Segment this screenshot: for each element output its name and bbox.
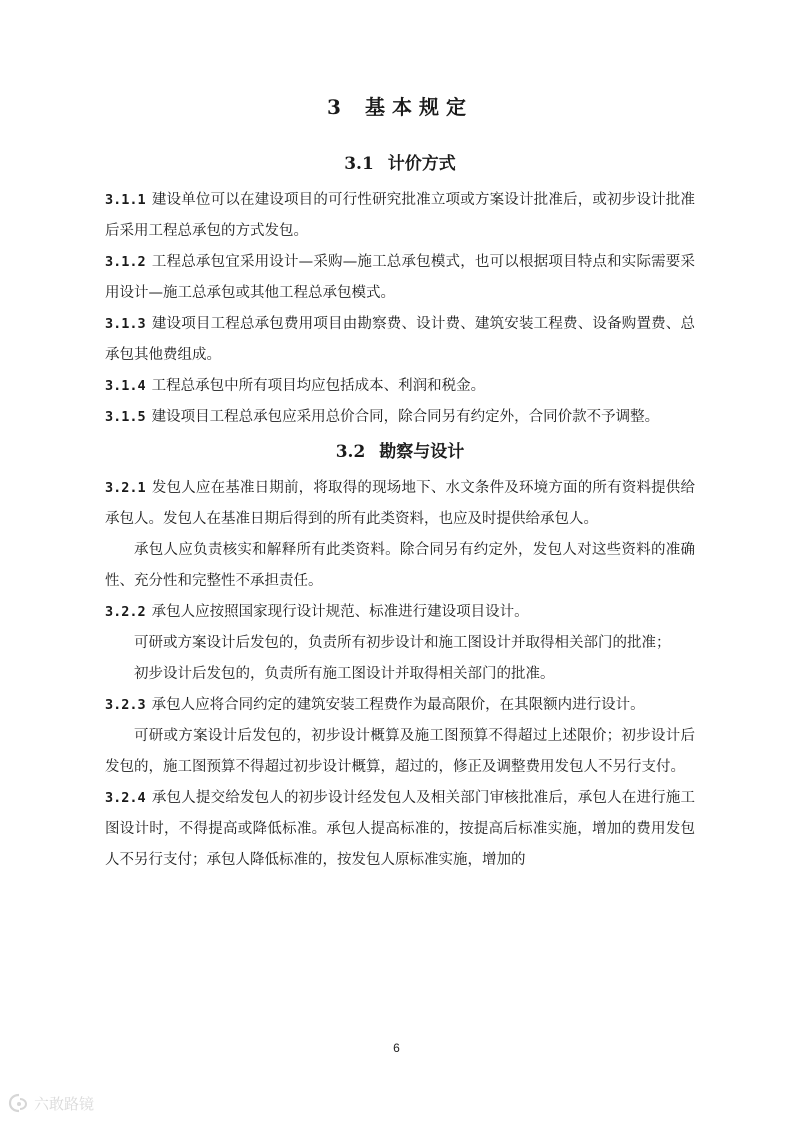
clause-paragraph [105,309,695,371]
clause-number: 3.2.2 [105,604,146,620]
clause-text: 承包人应负责核实和解释所有此类资料。除合同另有约定外，发包人对这些资料的准确性、充分性和完整性不承担责任。 [105,542,695,589]
clause-number: 3.1.4 [105,378,146,394]
clause-text: 可研或方案设计后发包的，负责所有初步设计和施工图设计并取得相关部门的批准； [134,635,671,651]
clause-paragraph [105,402,695,433]
clause-text: 建设项目工程总承包费用项目由勘察费、设计费、建筑安装工程费、设备购置费、总承包其他费组成。 [105,316,695,363]
chapter-heading [105,92,695,122]
clause-paragraph [105,721,695,783]
section-3-1 [105,151,695,433]
clause-paragraph [105,185,695,247]
clause-paragraph [105,659,695,690]
page-content [105,92,695,876]
section-number: 3.2 [335,442,366,462]
clause-text: 承包人应按照国家现行设计规范、标准进行建设项目设计。 [151,604,529,620]
clause-text: 初步设计后发包的，负责所有施工图设计并取得相关部门的批准。 [134,666,555,682]
clause-paragraph [105,473,695,535]
clause-number: 3.1.3 [105,316,146,332]
clause-text: 发包人应在基准日期前，将取得的现场地下、水文条件及环境方面的所有资料提供给承包人。发包人在基准日期后得到的所有此类资料，也应及时提供给承包人。 [105,480,695,527]
clause-number: 3.2.1 [105,480,146,496]
clause-text: 建设项目工程总承包应采用总价合同，除合同另有约定外，合同价款不予调整。 [151,409,660,425]
watermark-logo-icon [8,1093,30,1113]
section-3-2 [105,439,695,876]
section-heading [105,439,695,465]
page-number: 6 [393,1041,400,1055]
chapter-title: 基本规定 [364,95,473,119]
clause-paragraph [105,535,695,597]
clause-paragraph [105,628,695,659]
clause-text: 建设单位可以在建设项目的可行性研究批准立项或方案设计批准后，或初步设计批准后采用工程总承包的方式发包。 [105,192,695,239]
clause-number: 3.2.4 [105,790,146,806]
section-title: 计价方式 [387,154,456,174]
clause-text: 工程总承包中所有项目均应包括成本、利润和税金。 [151,378,486,394]
watermark-text: 六敢路镜 [34,1094,95,1113]
clause-paragraph [105,597,695,628]
clause-text: 可研或方案设计后发包的，初步设计概算及施工图预算不得超过上述限价；初步设计后发包的，施工图预算不得超过初步设计概算，超过的，修正及调整费用发包人不另行支付。 [105,728,695,775]
clause-text: 工程总承包宜采用设计—采购—施工总承包模式，也可以根据项目特点和实际需要采用设计—施工总承包或其他工程总承包模式。 [105,254,695,301]
clause-paragraph [105,783,695,876]
clause-number: 3.1.1 [105,192,146,208]
section-title: 勘察与设计 [379,442,465,462]
section-number: 3.1 [344,154,374,174]
clause-number: 3.1.5 [105,409,146,425]
clause-text: 承包人提交给发包人的初步设计经发包人及相关部门审核批准后，承包人在进行施工图设计时，不得提高或降低标准。承包人提高标准的，按提高后标准实施，增加的费用发包人不另行支付；承包人降低标准的，按发包人原标准实施，增加的 [105,790,695,868]
watermark [8,1092,94,1114]
chapter-number: 3 [327,95,341,119]
clause-paragraph [105,371,695,402]
clause-paragraph [105,247,695,309]
clause-paragraph [105,690,695,721]
clause-number: 3.1.2 [105,254,146,270]
clause-number: 3.2.3 [105,697,146,713]
clause-text: 承包人应将合同约定的建筑安装工程费作为最高限价，在其限额内进行设计。 [151,697,645,713]
section-heading [105,151,695,177]
